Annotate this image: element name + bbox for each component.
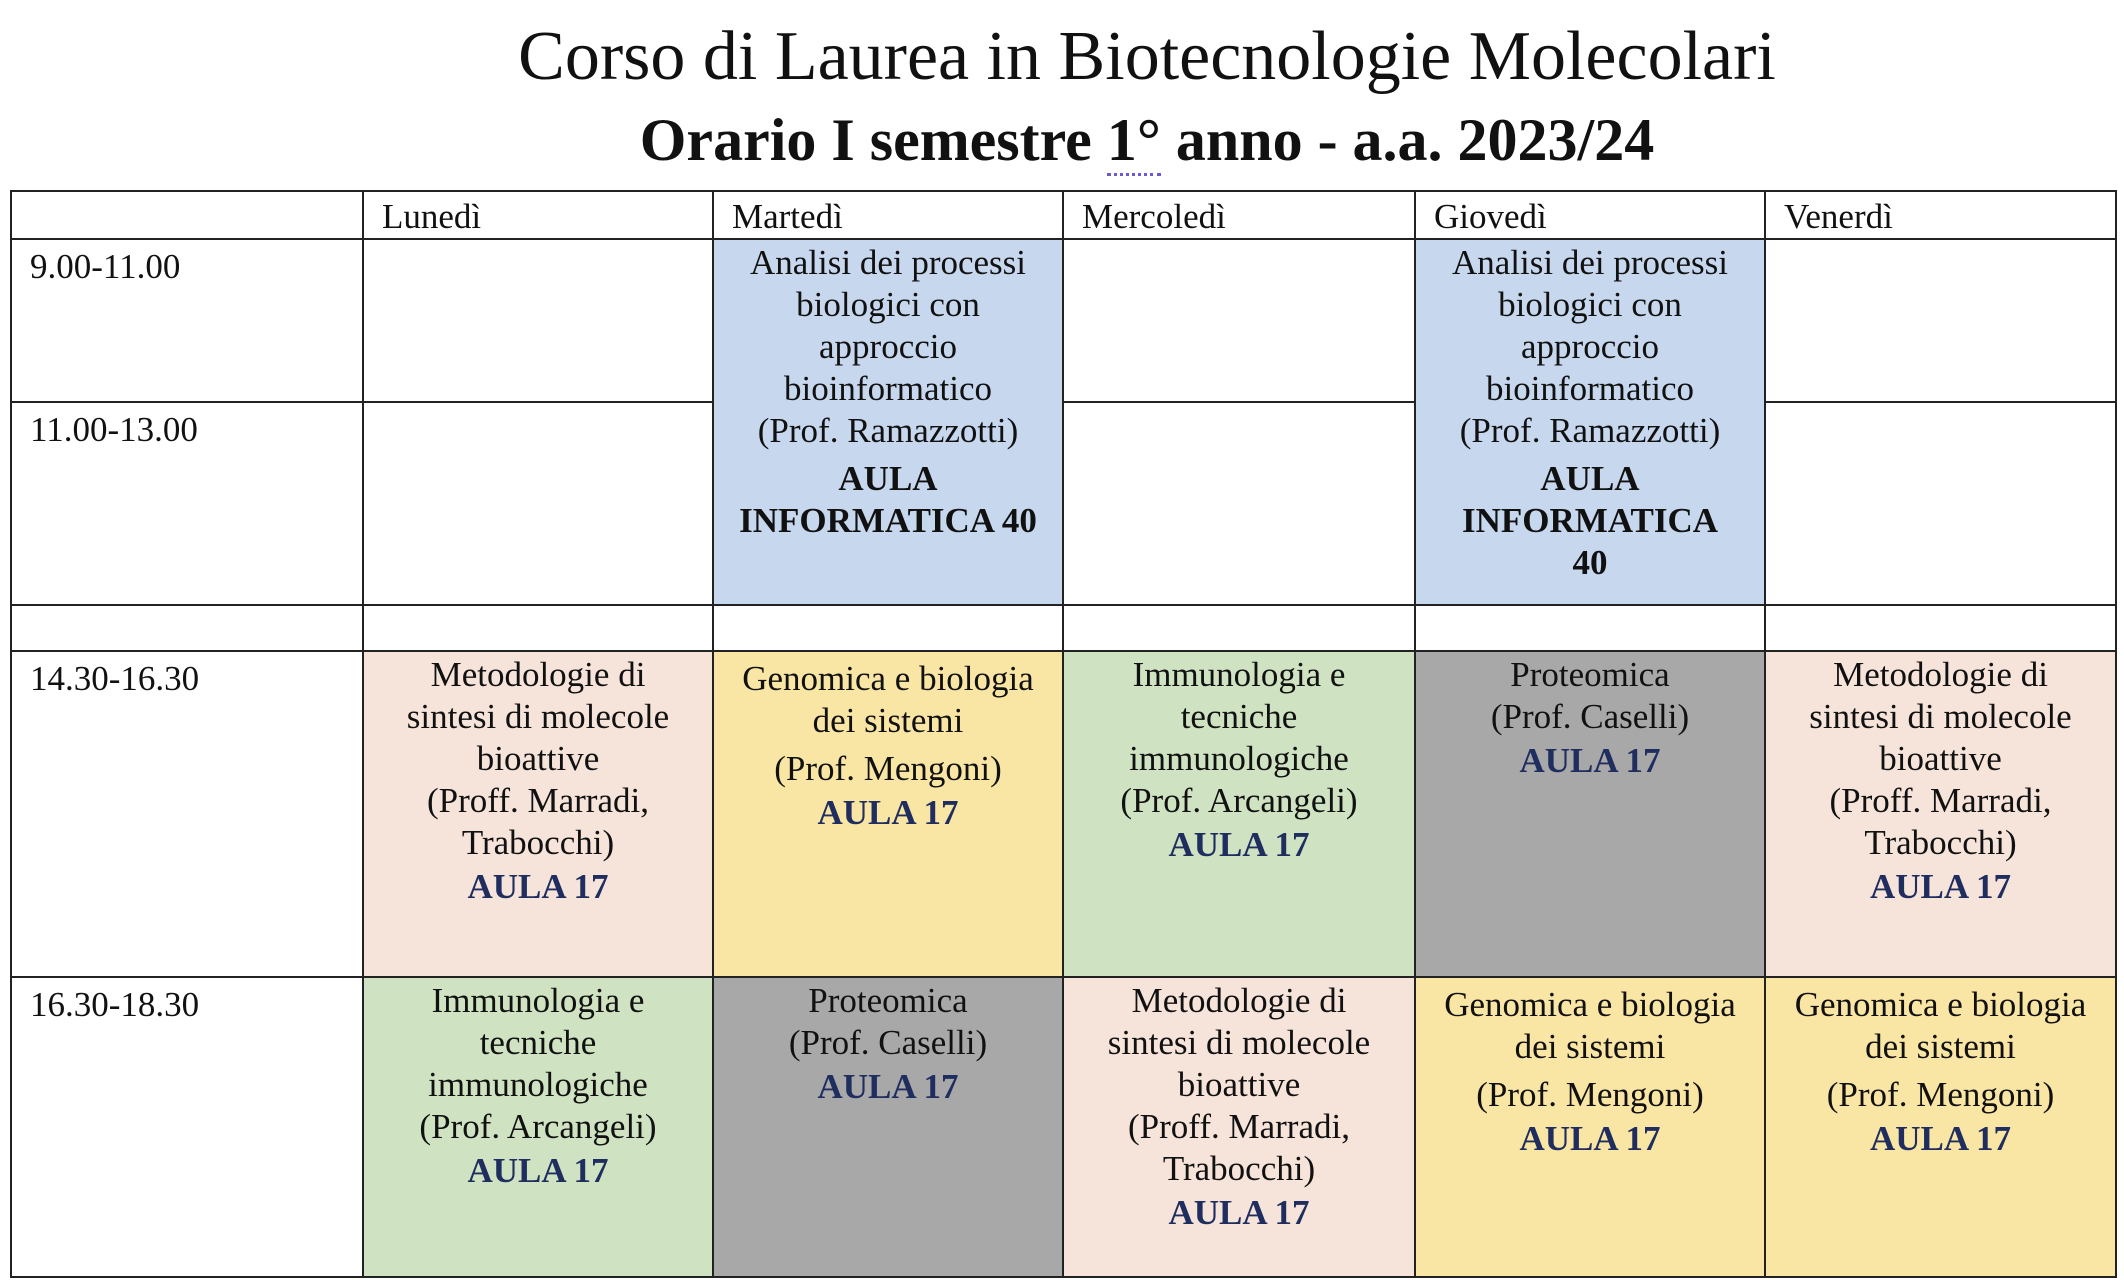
course-line: Metodologie di bbox=[430, 655, 646, 694]
course-line: approccio bbox=[1521, 327, 1659, 366]
course-line: sintesi di molecole bbox=[1809, 697, 2072, 736]
course-line: immunologiche bbox=[428, 1065, 648, 1104]
course-professor: Trabocchi) bbox=[1162, 1149, 1316, 1188]
course-line: Genomica e biologia bbox=[1794, 985, 2087, 1024]
course-professor: (Proff. Marradi, bbox=[427, 781, 649, 820]
break-row bbox=[11, 605, 2116, 651]
course-cell-tue-1430 bbox=[713, 651, 1063, 977]
course-cell-fri-1630 bbox=[1765, 977, 2116, 1277]
time-1430-1630: 14.30-16.30 bbox=[11, 651, 363, 977]
course-cell-tue-morning bbox=[713, 239, 1063, 605]
course-line: dei sistemi bbox=[1514, 1027, 1666, 1066]
break-cell bbox=[713, 605, 1063, 651]
course-line: bioattive bbox=[1879, 739, 2002, 778]
time-1630-1830: 16.30-18.30 bbox=[11, 977, 363, 1277]
room-label: AULA 17 bbox=[1168, 1193, 1310, 1232]
course-line: Immunologia e bbox=[431, 981, 645, 1020]
course-line: Proteomica bbox=[808, 981, 968, 1020]
course-line: bioattive bbox=[476, 739, 600, 778]
room-label: INFORMATICA 40 bbox=[739, 501, 1037, 540]
page-title-text: Corso di Laurea in Biotecnologie Molecolari bbox=[518, 18, 1776, 95]
course-line: Analisi dei processi bbox=[749, 243, 1027, 282]
course-cell-thu-1430 bbox=[1415, 651, 1765, 977]
room-label: AULA 17 bbox=[467, 867, 609, 906]
subtitle-before: Orario I semestre bbox=[639, 107, 1107, 173]
course-cell-thu-morning bbox=[1415, 239, 1765, 605]
course-professor: (Prof. Mengoni) bbox=[774, 749, 1002, 788]
course-line: biologici con bbox=[1498, 285, 1682, 324]
course-line: tecniche bbox=[479, 1023, 597, 1062]
course-professor: Trabocchi) bbox=[1864, 823, 2017, 862]
room-label: AULA bbox=[1540, 459, 1640, 498]
room-label: AULA 17 bbox=[1168, 825, 1310, 864]
course-cell-wed-1430 bbox=[1063, 651, 1415, 977]
room-label: AULA 17 bbox=[817, 793, 959, 832]
course-professor: (Proff. Marradi, bbox=[1128, 1107, 1350, 1146]
row-9-11 bbox=[11, 239, 2116, 402]
course-line: biologici con bbox=[796, 285, 980, 324]
course-line: sintesi di molecole bbox=[1107, 1023, 1371, 1062]
break-cell bbox=[1063, 605, 1415, 651]
slot-fri-11-13 bbox=[1765, 402, 2116, 605]
room-label: INFORMATICA bbox=[1461, 501, 1718, 540]
day-header-thursday: Giovedì bbox=[1415, 191, 1765, 239]
subtitle-after: anno - a.a. 2023/24 bbox=[1160, 107, 1655, 173]
slot-fri-9-11 bbox=[1765, 239, 2116, 402]
row-1630-1830 bbox=[11, 977, 2116, 1277]
course-cell-thu-1630 bbox=[1415, 977, 1765, 1277]
subtitle-year: 1° bbox=[1107, 107, 1161, 176]
time-11-13: 11.00-13.00 bbox=[11, 402, 363, 605]
course-cell-tue-1630 bbox=[713, 977, 1063, 1277]
course-professor: (Proff. Marradi, bbox=[1829, 781, 2052, 820]
course-line: dei sistemi bbox=[812, 701, 964, 740]
room-label: AULA 17 bbox=[1870, 867, 2011, 906]
course-line: bioinformatico bbox=[783, 369, 992, 408]
day-header-monday: Lunedì bbox=[363, 191, 713, 239]
row-11-13 bbox=[11, 402, 2116, 605]
course-line: Genomica e biologia bbox=[1444, 985, 1736, 1024]
room-label: AULA 17 bbox=[817, 1067, 959, 1106]
course-line: Immunologia e bbox=[1132, 655, 1346, 694]
course-professor: Trabocchi) bbox=[461, 823, 615, 862]
course-professor: (Prof. Mengoni) bbox=[1476, 1075, 1704, 1114]
course-line: bioinformatico bbox=[1485, 369, 1694, 408]
course-professor: (Prof. Caselli) bbox=[1490, 697, 1690, 736]
course-line: Genomica e biologia bbox=[742, 659, 1034, 698]
page-title bbox=[0, 12, 2124, 102]
slot-mon-9-11 bbox=[363, 239, 713, 402]
slot-wed-11-13 bbox=[1063, 402, 1415, 605]
header-row bbox=[11, 191, 2116, 239]
course-professor: (Prof. Ramazzotti) bbox=[757, 411, 1019, 450]
course-line: Analisi dei processi bbox=[1451, 243, 1729, 282]
slot-wed-9-11 bbox=[1063, 239, 1415, 402]
course-line: Metodologie di bbox=[1131, 981, 1347, 1020]
break-cell bbox=[363, 605, 713, 651]
course-cell-mon-1430 bbox=[363, 651, 713, 977]
course-cell-wed-1630 bbox=[1063, 977, 1415, 1277]
course-professor: (Prof. Arcangeli) bbox=[419, 1107, 657, 1146]
day-header-tuesday: Martedì bbox=[713, 191, 1063, 239]
course-line: sintesi di molecole bbox=[406, 697, 670, 736]
course-line: tecniche bbox=[1180, 697, 1298, 736]
room-label: 40 bbox=[1572, 543, 1608, 582]
course-professor: (Prof. Ramazzotti) bbox=[1459, 411, 1721, 450]
course-line: immunologiche bbox=[1129, 739, 1349, 778]
room-label: AULA 17 bbox=[1870, 1119, 2011, 1158]
slot-mon-11-13 bbox=[363, 402, 713, 605]
course-line: Metodologie di bbox=[1833, 655, 2048, 694]
course-line: Proteomica bbox=[1510, 655, 1670, 694]
day-header-friday: Venerdì bbox=[1765, 191, 2116, 239]
room-label: AULA 17 bbox=[1519, 1119, 1661, 1158]
course-cell-fri-1430 bbox=[1765, 651, 2116, 977]
room-label: AULA 17 bbox=[1519, 741, 1661, 780]
course-cell-mon-1630 bbox=[363, 977, 713, 1277]
course-professor: (Prof. Arcangeli) bbox=[1120, 781, 1358, 820]
break-cell bbox=[1415, 605, 1765, 651]
course-line: bioattive bbox=[1177, 1065, 1301, 1104]
course-professor: (Prof. Mengoni) bbox=[1826, 1075, 2055, 1114]
room-label: AULA bbox=[838, 459, 938, 498]
course-professor: (Prof. Caselli) bbox=[788, 1023, 988, 1062]
break-cell bbox=[1765, 605, 2116, 651]
page-subtitle bbox=[0, 100, 2124, 180]
break-cell bbox=[11, 605, 363, 651]
day-header-wednesday: Mercoledì bbox=[1063, 191, 1415, 239]
schedule-table bbox=[10, 190, 2117, 1278]
course-line: approccio bbox=[819, 327, 957, 366]
corner-cell bbox=[11, 191, 363, 239]
time-9-11: 9.00-11.00 bbox=[11, 239, 363, 402]
course-line: dei sistemi bbox=[1865, 1027, 2016, 1066]
row-1430-1630 bbox=[11, 651, 2116, 977]
room-label: AULA 17 bbox=[467, 1151, 609, 1190]
